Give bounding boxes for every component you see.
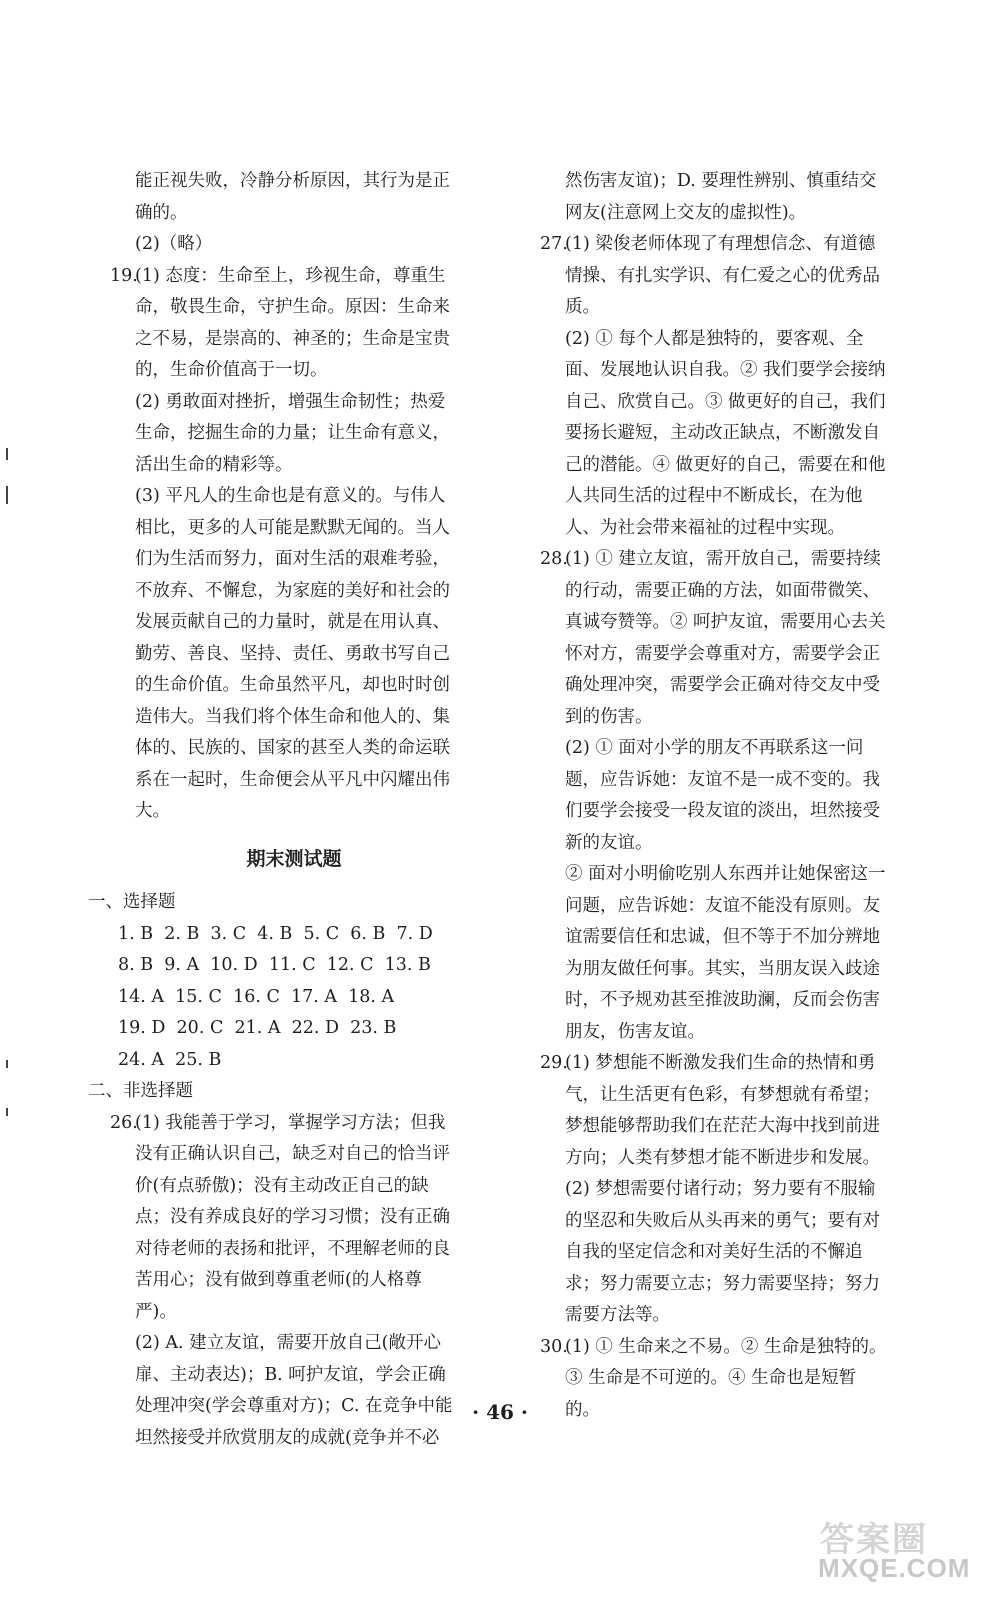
question-27 — [518, 229, 890, 544]
q18-continuation: 能正视失败，冷静分析原因，其行为是正确的。 — [135, 171, 450, 223]
answer-row: 14. A 15. C 16. C 17. A 18. A — [118, 986, 395, 1007]
section-heading-choice: 一、选择题 — [88, 892, 176, 912]
q29-part2: (2) 梦想需要付诸行动；努力要有不服输的坚忍和失败后从头再来的勇气；要有对自我的坚定信念和对美好生活的不懈追求；努力需要立志；努力需要坚持；努力需要方法等。 — [565, 1179, 880, 1325]
q29-part1: (1) 梦想能不断激发我们生命的热情和勇气，让生活更有色彩，有梦想就有希望；梦想能够帮助我们在茫茫大海中找到前进方向；人类有梦想才能不断进步和发展。 — [565, 1053, 880, 1168]
q19-part3: (3) 平凡人的生命也是有意义的。与伟人相比，更多的人可能是默默无闻的。当人们为生活而努力，面对生活的艰难考验，不放弃、不懈怠，为家庭的美好和社会的发展贡献自己的力量时，就是在用认真、勤劳、善良、坚持、责任、勇敢书写自己的生命价值。生命虽然平凡，却也时时创造伟大。当我们将个体生命和他人的、集体的、民族的、国家的甚至人类的命运联系在一起时，生命便会从平凡中闪耀出伟大。 — [135, 486, 450, 821]
section-heading-nonchoice: 二、非选择题 — [88, 1081, 193, 1101]
answer-row: 19. D 20. C 21. A 22. D 23. B — [118, 1018, 397, 1038]
margin-mark — [6, 1108, 8, 1116]
watermark-logo-text: 答案圈 — [820, 1520, 928, 1560]
q19-part1: (1) 态度：生命至上，珍视生命，尊重生命，敬畏生命，守护生命。原因：生命来之不易，是崇高的、神圣的；生命是宝贵的，生命价值高于一切。 — [135, 265, 450, 380]
q18-part2: (2)（略） — [135, 234, 213, 254]
question-number: 27. — [540, 234, 568, 254]
left-column — [88, 166, 460, 1454]
q30-part1: (1) ① 生命来之不易。② 生命是独特的。③ 生命是不可逆的。④ 生命也是短暂的。 — [565, 1336, 887, 1420]
question-number: 19. — [110, 265, 138, 286]
watermark-url: MXQE.COM — [818, 1553, 971, 1583]
q28-part1: (1) ① 建立友谊，需开放自己，需要持续的行动，需要正确的方法，如面带微笑、真诚夸赞等。② 呵护友谊，需要用心去关怀对方，需要学会尊重对方，需要学会正确处理冲突，需要学会正确对待交友中受到的伤害。 — [565, 549, 886, 727]
q28-part3: ② 面对小明偷吃别人东西并让她保密这一问题，应告诉她：友谊不能没有原则。友谊需要信任和忠诚，但不等于不加分辨地为朋友做任何事。其实，当朋友误入歧途时，不予规劝甚至推波助澜，反而会伤害朋友，伤害友谊。 — [565, 864, 886, 1042]
q27-part2: (2) ① 每个人都是独特的，要客观、全面、发展地认识自我。② 我们要学会接纳自己、欣赏自己。③ 做更好的自己，我们要扬长避短，主动改正缺点，不断激发自己的潜能。④ 做更好的自己，需要在和他人共同生活的过程中不断成长，在为他人、为社会带来福祉的过程中实现。 — [565, 328, 886, 538]
exam-title: 期末测试题 — [246, 847, 342, 870]
answer-row: 24. A 25. B — [118, 1049, 222, 1070]
q28-part2: (2) ① 面对小学的朋友不再联系这一问题，应告诉她：友谊不是一成不变的。我们要学会接受一段友谊的淡出，坦然接受新的友谊。 — [565, 738, 880, 853]
right-column — [518, 166, 890, 1426]
question-19 — [88, 261, 460, 828]
margin-mark — [6, 486, 8, 504]
question-number: 28. — [540, 549, 568, 569]
margin-mark — [6, 448, 8, 460]
q26-continuation: 然伤害友谊)；D. 要理性辨别、慎重结交网友(注意网上交友的虚拟性)。 — [565, 171, 877, 223]
question-number: 29. — [540, 1053, 568, 1073]
q19-part2: (2) 勇敢面对挫折，增强生命韧性；热爱生命，挖掘生命的力量；让生命有意义，活出生命的精彩等。 — [135, 391, 450, 475]
page-number: · 46 · — [472, 1400, 528, 1424]
q26-part1: (1) 我能善于学习，掌握学习方法；但我没有正确认识自己，缺乏对自己的恰当评价(有点骄傲)；没有主动改正自己的缺点；没有养成良好的学习习惯；没有正确对待老师的表扬和批评，不理解老师的良苦用心；没有做到尊重老师(的人格尊严)。 — [135, 1112, 450, 1322]
question-number: 30. — [540, 1336, 568, 1357]
margin-mark — [6, 1060, 8, 1068]
question-number: 26. — [110, 1112, 138, 1133]
question-29 — [518, 1048, 890, 1332]
q27-part1: (1) 梁俊老师体现了有理想信念、有道德情操、有扎实学识、有仁爱之心的优秀品质。 — [565, 234, 880, 317]
q26-part2: (2) A. 建立友谊，需要开放自己(敞开心扉、主动表达)；B. 呵护友谊，学会正确处理冲突(学会尊重对方)；C. 在竞争中能坦然接受并欣赏朋友的成就(竞争并不必 — [135, 1333, 453, 1448]
answer-row: 8. B 9. A 10. D 11. C 12. C 13. B — [118, 955, 431, 975]
answer-row: 1. B 2. B 3. C 4. B 5. C 6. B 7. D — [118, 923, 433, 944]
question-28 — [518, 544, 890, 1048]
